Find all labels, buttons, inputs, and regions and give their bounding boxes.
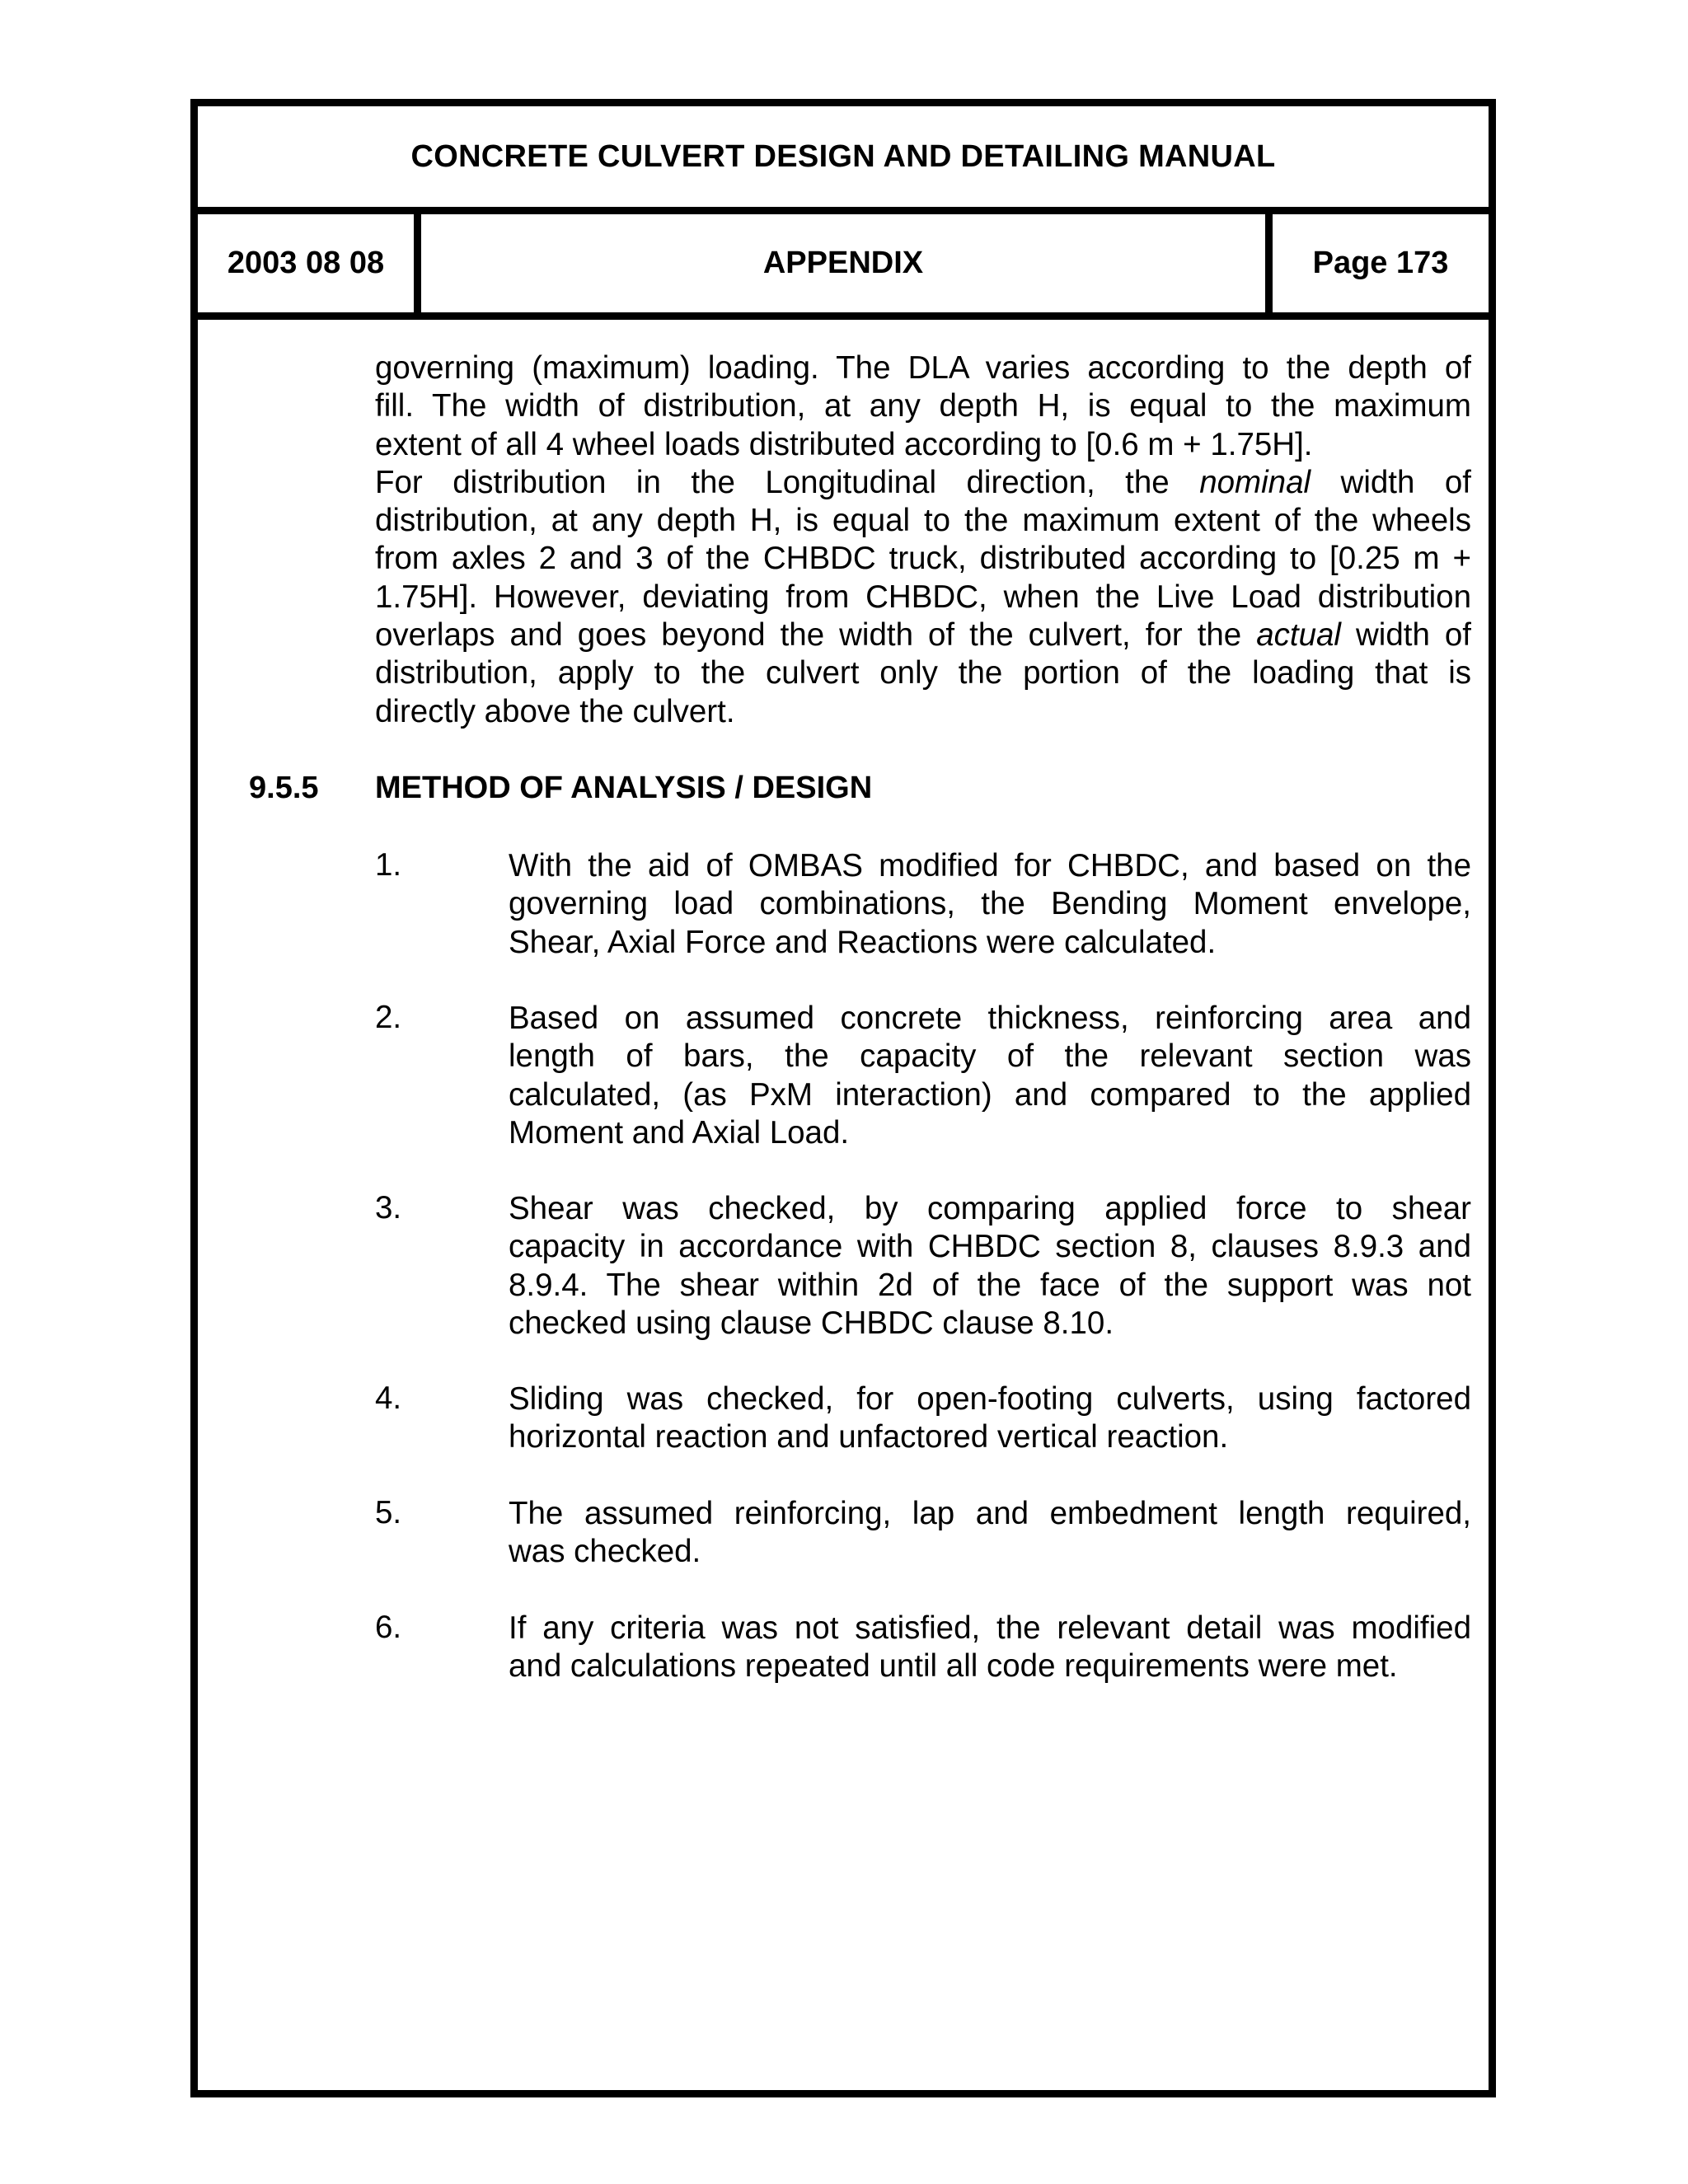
item-line: If any criteria was not satisfied, the relevant detail was modified [509, 1610, 1471, 1646]
item-line: The assumed reinforcing, lap and embedment length required, [509, 1496, 1471, 1531]
paragraph-line: fill. The width of distribution, at any depth H, is equal to the maximum [375, 388, 1471, 424]
manual-title: CONCRETE CULVERT DESIGN AND DETAILING MANUAL [198, 106, 1489, 214]
list-item-number: 3. [375, 1190, 402, 1226]
paragraph-line: distribution, at any depth H, is equal to the maximum extent of the wheels [375, 503, 1471, 539]
item-line: 8.9.4. The shear within 2d of the face of the support was not [509, 1267, 1471, 1303]
list-item-number: 6. [375, 1610, 402, 1645]
list-item-number: 4. [375, 1380, 402, 1416]
list-item [509, 1190, 1471, 1343]
item-line: Shear was checked, by comparing applied force to shear [509, 1191, 1471, 1226]
item-line: Moment and Axial Load. [509, 1114, 850, 1151]
line-segment: width of [1356, 617, 1471, 654]
list-item-number: 1. [375, 847, 402, 883]
paragraph-line: extent of all 4 wheel loads distributed according to [0.6 m + 1.75H]. [375, 426, 1313, 462]
paragraph-line: 1.75H]. However, deviating from CHBDC, when the Live Load distribution [375, 579, 1471, 615]
list-item [509, 1495, 1471, 1572]
list-item [509, 847, 1471, 962]
intro-paragraph [375, 349, 1471, 731]
paragraph-line [375, 616, 1471, 654]
line-segment: width of [1340, 464, 1471, 500]
paragraph-line: directly above the culvert. [375, 693, 735, 729]
list-item-number: 2. [375, 1000, 402, 1035]
section-number: 9.5.5 [249, 771, 319, 805]
item-line: and calculations repeated until all code requirements were met. [509, 1648, 1398, 1685]
item-line: checked using clause CHBDC clause 8.10. [509, 1305, 1114, 1341]
item-line: was checked. [509, 1534, 701, 1570]
paragraph-line: governing (maximum) loading. The DLA varies according to the depth of [375, 350, 1471, 386]
list-item [509, 1610, 1471, 1686]
page-number: Page 173 [1312, 246, 1449, 280]
paragraph-line: distribution, apply to the culvert only the portion of the loading that is [375, 655, 1471, 691]
emphasis-nominal: nominal [1199, 464, 1311, 500]
line-segment: For distribution in the Longitudinal direction, the [375, 464, 1170, 500]
line-segment: overlaps and goes beyond the width of the culvert, for the [375, 617, 1242, 654]
item-line: horizontal reaction and unfactored vertical reaction. [509, 1419, 1229, 1455]
list-item [509, 1000, 1471, 1152]
section-heading: METHOD OF ANALYSIS / DESIGN [375, 771, 873, 805]
document-date: 2003 08 08 [198, 214, 421, 312]
item-line: calculated, (as PxM interaction) and compared to the applied [509, 1076, 1471, 1113]
item-line: Shear, Axial Force and Reactions were calculated. [509, 924, 1217, 960]
paragraph-line: from axles 2 and 3 of the CHBDC truck, distributed according to [0.25 m + [375, 541, 1471, 577]
paragraph-line [375, 464, 1471, 502]
emphasis-actual: actual [1256, 617, 1341, 654]
section-label: APPENDIX [421, 214, 1273, 312]
item-line: Sliding was checked, for open-footing culverts, using factored [509, 1381, 1471, 1417]
list-item [509, 1380, 1471, 1457]
item-line: Based on assumed concrete thickness, reinforcing area and [509, 1001, 1471, 1036]
item-line: With the aid of OMBAS modified for CHBDC, and based on the [509, 848, 1471, 883]
list-item-number: 5. [375, 1495, 402, 1530]
item-line: capacity in accordance with CHBDC section 8, clauses 8.9.3 and [509, 1229, 1471, 1265]
item-line: length of bars, the capacity of the relevant section was [509, 1038, 1471, 1075]
item-line: governing load combinations, the Bending Moment envelope, [509, 886, 1471, 922]
